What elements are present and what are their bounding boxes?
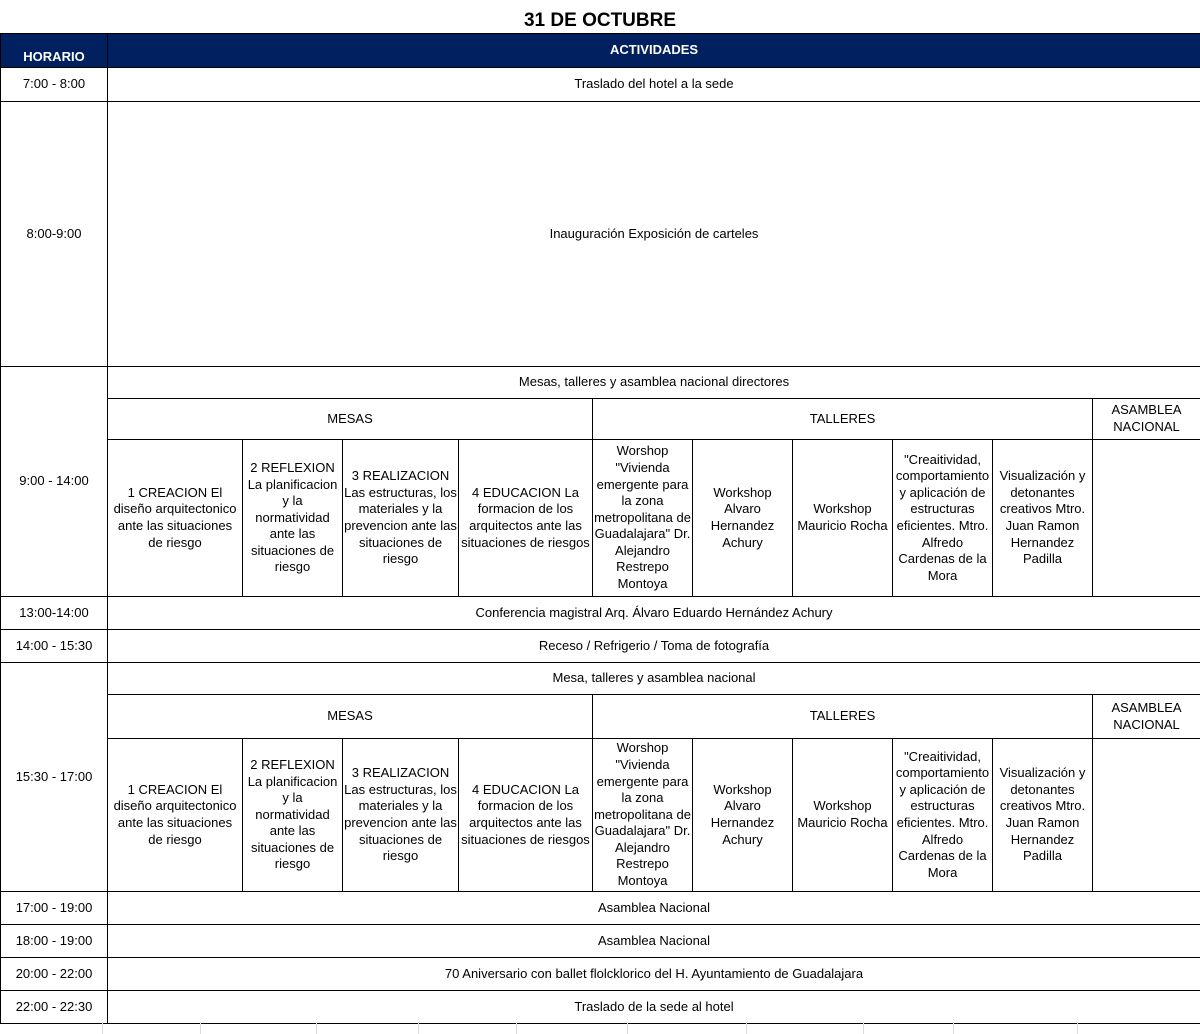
gridline bbox=[953, 1022, 954, 1034]
header-row bbox=[1, 34, 1200, 68]
gridline bbox=[102, 1022, 103, 1034]
table-row bbox=[1, 68, 1200, 102]
mesa-cell: 1 CREACION El diseño arquitectonico ante las situaciones de riesgo bbox=[108, 440, 243, 597]
asamblea-cell bbox=[1093, 440, 1200, 597]
time-cell: 22:00 - 22:30 bbox=[1, 991, 108, 1024]
mesa-cell: 4 EDUCACION La formacion de los arquitectos ante las situaciones de riesgos bbox=[459, 440, 593, 597]
activity-cell: Conferencia magistral Arq. Álvaro Eduardo Hernández Achury bbox=[108, 597, 1200, 630]
gridline bbox=[863, 1022, 864, 1034]
taller-cell: Workshop Mauricio Rocha bbox=[793, 440, 893, 597]
table-row bbox=[1, 925, 1200, 958]
sessions-row bbox=[1, 739, 1200, 892]
gridline bbox=[746, 1022, 747, 1034]
asamblea-group: ASAMBLEA NACIONAL bbox=[1093, 399, 1200, 440]
mesa-cell: 2 REFLEXION La planificacion y la normatividad ante las situaciones de riesgo bbox=[243, 440, 343, 597]
activity-cell: Receso / Refrigerio / Toma de fotografía bbox=[108, 630, 1200, 663]
gridline bbox=[516, 1022, 517, 1034]
taller-cell: Worshop "Vivienda emergente para la zona metropolitana de Guadalajara" Dr. Alejandro Restrepo Montoya bbox=[593, 440, 693, 597]
actividades-header: ACTIVIDADES bbox=[108, 34, 1200, 68]
table-row bbox=[1, 367, 1200, 399]
table-row bbox=[1, 958, 1200, 991]
table-row bbox=[1, 991, 1200, 1024]
taller-cell: Workshop Alvaro Hernandez Achury bbox=[693, 440, 793, 597]
taller-cell: Visualización y detonantes creativos Mtro. Juan Ramon Hernandez Padilla bbox=[993, 440, 1093, 597]
gridline bbox=[418, 1022, 419, 1034]
activity-cell: 70 Aniversario con ballet flolcklorico del H. Ayuntamiento de Guadalajara bbox=[108, 958, 1200, 991]
time-cell: 20:00 - 22:00 bbox=[1, 958, 108, 991]
taller-cell: Workshop Mauricio Rocha bbox=[793, 739, 893, 892]
taller-cell: "Creaitividad, comportamiento y aplicación de estructuras eficientes. Mtro. Alfredo Cardenas de la Mora bbox=[893, 739, 993, 892]
activity-cell: Traslado de la sede al hotel bbox=[108, 991, 1200, 1024]
table-row bbox=[1, 630, 1200, 663]
asamblea-cell bbox=[1093, 739, 1200, 892]
sessions-row bbox=[1, 440, 1200, 597]
activity-cell: Asamblea Nacional bbox=[108, 925, 1200, 958]
taller-cell: Visualización y detonantes creativos Mtro. Juan Ramon Hernandez Padilla bbox=[993, 739, 1093, 892]
table-row bbox=[1, 597, 1200, 630]
table-row bbox=[1, 663, 1200, 695]
time-cell: 18:00 - 19:00 bbox=[1, 925, 108, 958]
activity-cell: Inauguración Exposición de carteles bbox=[108, 102, 1200, 367]
page-title: 31 DE OCTUBRE bbox=[523, 10, 677, 31]
activity-cell: Mesas, talleres y asamblea nacional directores bbox=[108, 367, 1200, 399]
talleres-group: TALLERES bbox=[593, 695, 1093, 739]
gridline bbox=[1077, 1022, 1078, 1034]
mesa-cell: 3 REALIZACION Las estructuras, los materiales y la prevencion ante las situaciones de riesgo bbox=[343, 739, 459, 892]
horario-header: HORARIO bbox=[1, 34, 108, 68]
taller-cell: Worshop "Vivienda emergente para la zona metropolitana de Guadalajara" Dr. Alejandro Restrepo Montoya bbox=[593, 739, 693, 892]
mesa-cell: 1 CREACION El diseño arquitectonico ante las situaciones de riesgo bbox=[108, 739, 243, 892]
activity-cell: Asamblea Nacional bbox=[108, 892, 1200, 925]
time-cell: 7:00 - 8:00 bbox=[1, 68, 108, 102]
activity-cell: Mesa, talleres y asamblea nacional bbox=[108, 663, 1200, 695]
asamblea-group: ASAMBLEA NACIONAL bbox=[1093, 695, 1200, 739]
taller-cell: "Creaitividad, comportamiento y aplicación de estructuras eficientes. Mtro. Alfredo Cardenas de la Mora bbox=[893, 440, 993, 597]
mesas-group: MESAS bbox=[108, 695, 593, 739]
gridline bbox=[627, 1022, 628, 1034]
time-cell: 9:00 - 14:00 bbox=[1, 367, 108, 597]
gridline bbox=[200, 1022, 201, 1034]
time-cell: 17:00 - 19:00 bbox=[1, 892, 108, 925]
schedule-table bbox=[0, 33, 1200, 1024]
mesa-cell: 4 EDUCACION La formacion de los arquitectos ante las situaciones de riesgos bbox=[459, 739, 593, 892]
spreadsheet-gridlines bbox=[0, 1022, 1200, 1034]
time-cell: 15:30 - 17:00 bbox=[1, 663, 108, 892]
time-cell: 13:00-14:00 bbox=[1, 597, 108, 630]
mesa-cell: 2 REFLEXION La planificacion y la normatividad ante las situaciones de riesgo bbox=[243, 739, 343, 892]
time-cell: 8:00-9:00 bbox=[1, 102, 108, 367]
mesa-cell: 3 REALIZACION Las estructuras, los materiales y la prevencion ante las situaciones de riesgo bbox=[343, 440, 459, 597]
table-row bbox=[1, 102, 1200, 367]
table-row bbox=[1, 892, 1200, 925]
group-header-row bbox=[1, 399, 1200, 440]
activity-cell: Traslado del hotel a la sede bbox=[108, 68, 1200, 102]
taller-cell: Workshop Alvaro Hernandez Achury bbox=[693, 739, 793, 892]
mesas-group: MESAS bbox=[108, 399, 593, 440]
gridline bbox=[316, 1022, 317, 1034]
talleres-group: TALLERES bbox=[593, 399, 1093, 440]
group-header-row bbox=[1, 695, 1200, 739]
time-cell: 14:00 - 15:30 bbox=[1, 630, 108, 663]
